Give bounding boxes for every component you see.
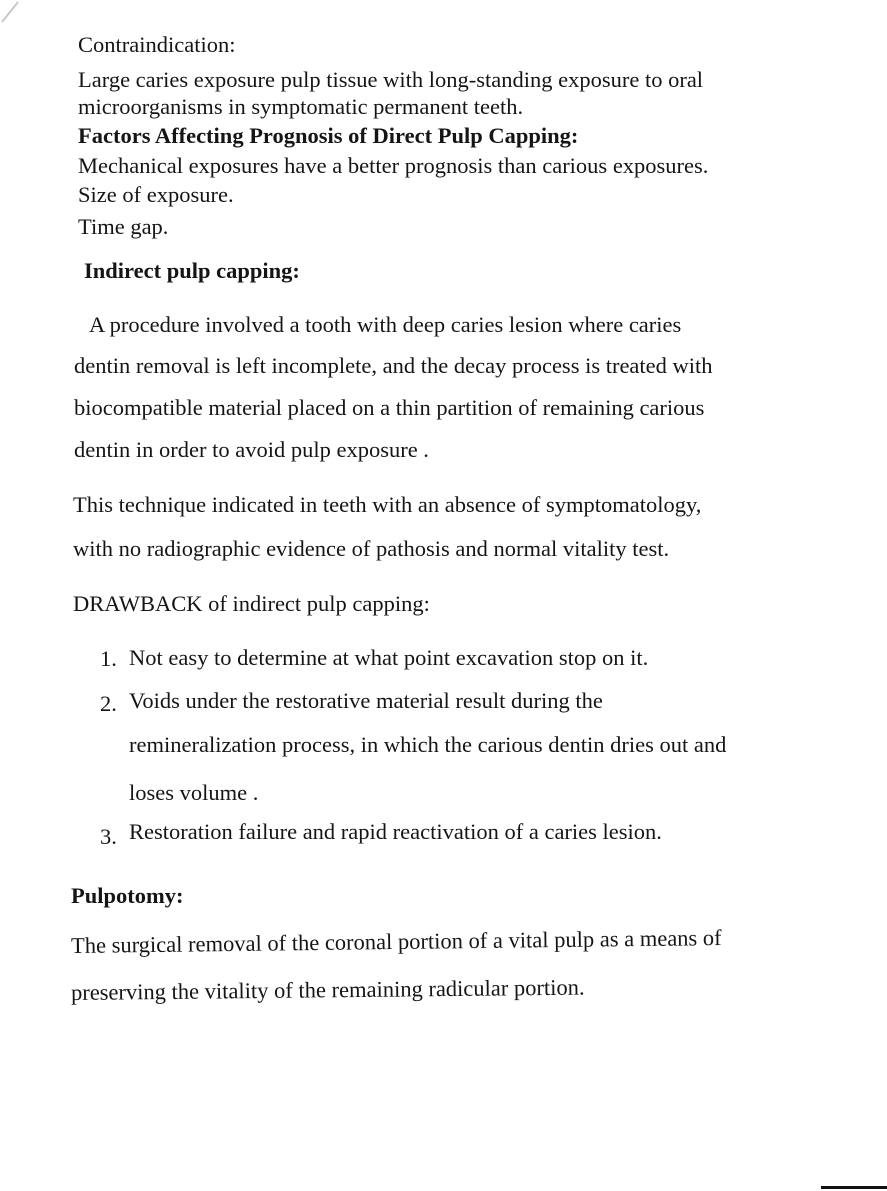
contraindication-text-line: microorganisms in symptomatic permanent teeth. [78, 94, 524, 119]
drawback-item-line: Voids under the restorative material result during the [129, 688, 603, 713]
list-item-number: 2. [100, 691, 117, 716]
prognosis-factor-item: Mechanical exposures have a better prognosis than carious exposures. [78, 153, 709, 178]
pulpotomy-heading: Pulpotomy: [71, 883, 184, 908]
contraindication-text-line: Large caries exposure pulp tissue with long-standing exposure to oral [78, 67, 704, 92]
indirect-definition-line: biocompatible material placed on a thin partition of remaining carious [74, 395, 705, 420]
prognosis-factors-heading: Factors Affecting Prognosis of Direct Pulp Capping: [78, 123, 579, 148]
drawbacks-heading: DRAWBACK of indirect pulp capping: [73, 591, 430, 616]
indirect-definition-line: dentin removal is left incomplete, and the decay process is treated with [74, 353, 713, 378]
scan-edge-line [821, 1186, 887, 1189]
indirect-indication-line: with no radiographic evidence of pathosis and normal vitality test. [73, 536, 670, 561]
list-item-number: 3. [100, 824, 117, 849]
list-item-number: 1. [100, 646, 117, 671]
drawback-item-line: loses volume . [129, 780, 259, 805]
drawback-item-line: Not easy to determine at what point excavation stop on it. [129, 645, 649, 670]
drawback-item-line: remineralization process, in which the carious dentin dries out and [129, 732, 727, 757]
indirect-definition-line: dentin in order to avoid pulp exposure . [74, 437, 429, 462]
pulpotomy-definition-line: The surgical removal of the coronal portion of a vital pulp as a means of [70, 925, 722, 958]
indirect-definition-line: A procedure involved a tooth with deep caries lesion where caries [89, 312, 682, 337]
pulpotomy-definition-line: preserving the vitality of the remaining radicular portion. [70, 974, 585, 1005]
indirect-indication-line: This technique indicated in teeth with an absence of symptomatology, [73, 492, 702, 517]
contraindication-heading: Contraindication: [78, 32, 236, 57]
indirect-pulp-capping-heading: Indirect pulp capping: [84, 258, 300, 283]
prognosis-factor-item: Size of exposure. [78, 182, 234, 207]
drawback-item-line: Restoration failure and rapid reactivation of a caries lesion. [129, 819, 662, 844]
prognosis-factor-item: Time gap. [78, 214, 169, 239]
scan-corner-mark [0, 0, 24, 24]
